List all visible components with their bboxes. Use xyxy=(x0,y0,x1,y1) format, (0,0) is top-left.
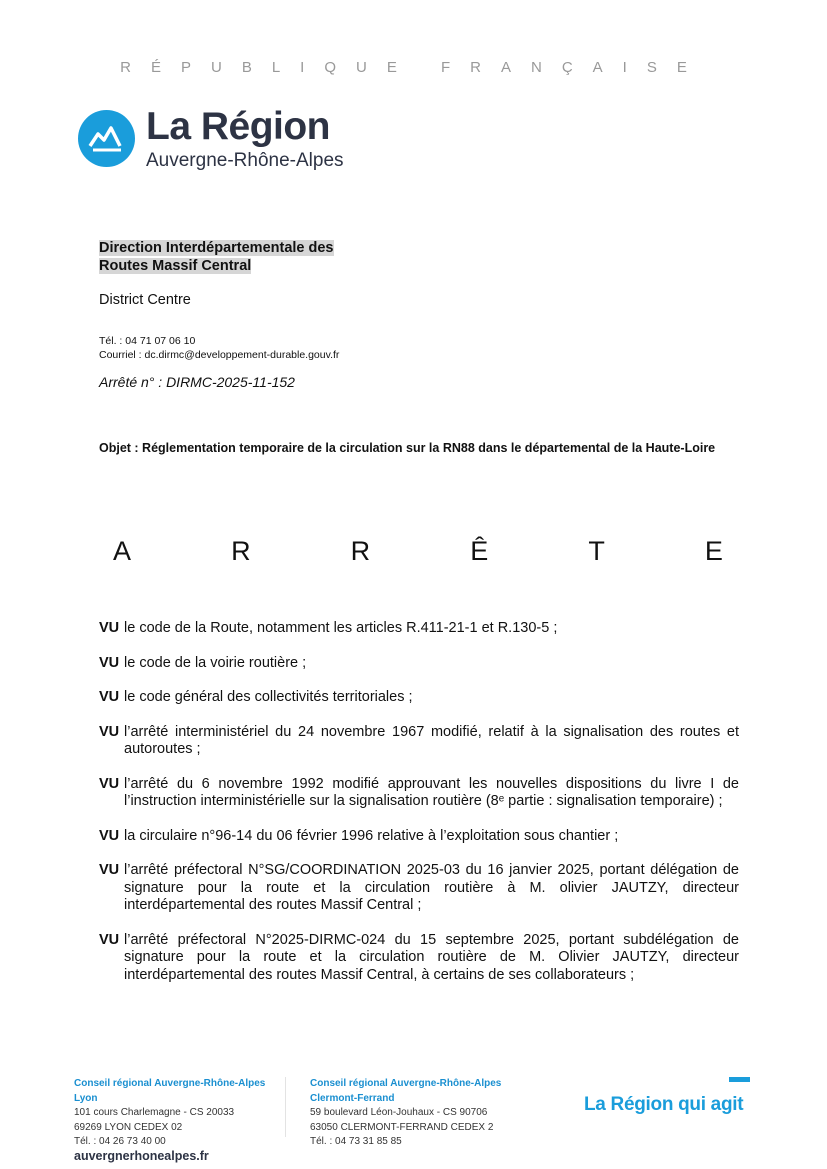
vu-label: VU xyxy=(99,620,120,636)
footer-website-link[interactable]: auvergnerhonealpes.fr xyxy=(74,1149,209,1163)
vu-item xyxy=(99,862,739,915)
footer-slogan: La Région qui agit xyxy=(584,1094,744,1115)
vu-text: l’arrêté du 6 novembre 1992 modifié approuvant les nouvelles dispositions du livre I de l’instruction interministérielle sur la signalisation routière (8ᵉ partie : signalisation temporaire) ; xyxy=(124,775,739,809)
footer-city: Lyon xyxy=(74,1092,98,1104)
sender-direction xyxy=(99,239,334,275)
arrete-number: Arrêté n° : DIRMC-2025-11-152 xyxy=(99,374,295,390)
vu-label: VU xyxy=(99,862,120,878)
footer-clermont xyxy=(310,1077,501,1150)
footer-divider xyxy=(285,1077,286,1137)
footer-postcode: 69269 LYON CEDEX 02 xyxy=(74,1121,183,1133)
footer-lyon xyxy=(74,1077,265,1150)
vu-label: VU xyxy=(99,689,120,705)
vu-item xyxy=(99,724,739,759)
email: Courriel : dc.dirmc@developpement-durable.gouv.fr xyxy=(99,349,340,361)
logo-title: La Région xyxy=(146,105,331,148)
vu-label: VU xyxy=(99,827,120,844)
footer-org: Conseil régional Auvergne-Rhône-Alpes xyxy=(310,1078,502,1089)
district: District Centre xyxy=(99,292,191,308)
footer-postcode: 63050 CLERMONT-FERRAND CEDEX 2 xyxy=(310,1121,494,1133)
footer-org: Conseil régional Auvergne-Rhône-Alpes xyxy=(74,1078,266,1089)
arrete-title xyxy=(113,536,723,567)
title-letter: A xyxy=(113,536,132,566)
vu-text: le code de la Route, notamment les articles R.411-21-1 et R.130-5 ; xyxy=(124,620,558,636)
title-letter: Ê xyxy=(470,536,489,566)
vu-item xyxy=(99,828,739,846)
footer-tel: Tél. : 04 26 73 40 00 xyxy=(74,1136,166,1147)
footer-address: 101 cours Charlemagne - CS 20033 xyxy=(74,1107,235,1118)
vu-text: le code de la voirie routière ; xyxy=(124,654,307,671)
vu-text: le code général des collectivités territoriales ; xyxy=(124,689,413,705)
vu-label: VU xyxy=(99,931,120,948)
vu-item xyxy=(99,689,739,707)
direction-line-2: Routes Massif Central xyxy=(99,258,252,274)
contact-info xyxy=(99,334,339,362)
vu-list xyxy=(99,620,739,1001)
vu-item xyxy=(99,932,739,985)
vu-text: la circulaire n°96-14 du 06 février 1996 relative à l’exploitation sous chantier ; xyxy=(124,827,619,844)
title-letter: T xyxy=(588,536,605,566)
region-logo-mountain-icon xyxy=(78,110,135,167)
vu-item xyxy=(99,655,739,673)
vu-item xyxy=(99,776,739,811)
vu-label: VU xyxy=(99,723,120,740)
republique-francaise-header: RÉPUBLIQUE FRANÇAISE xyxy=(120,59,707,76)
vu-text: l’arrêté préfectoral N°2025-DIRMC-024 du 15 septembre 2025, portant subdélégation de signature pour la route et la circulation routière de M. Olivier JAUTZY, directeur interdépartemental des routes Massif Central, à certains de ses collaborateurs ; xyxy=(124,931,739,983)
slogan-accent-bar xyxy=(729,1077,750,1082)
vu-text: l’arrêté préfectoral N°SG/COORDINATION 2025-03 du 16 janvier 2025, portant délégation de signature pour la route et la circulation routière à M. olivier JAUTZY, directeur interdépartemental des routes Massif Central ; xyxy=(124,862,739,913)
vu-label: VU xyxy=(99,654,120,671)
logo-subtitle: Auvergne-Rhône-Alpes xyxy=(146,150,344,171)
vu-text: l’arrêté interministériel du 24 novembre 1967 modifié, relatif à la signalisation des routes et autoroutes ; xyxy=(124,723,739,757)
footer-tel: Tél. : 04 73 31 85 85 xyxy=(310,1136,402,1147)
vu-label: VU xyxy=(99,775,120,792)
direction-line-1: Direction Interdépartementale des xyxy=(99,240,334,256)
objet: Objet : Réglementation temporaire de la circulation sur la RN88 dans le départemental de la Haute-Loire xyxy=(99,441,716,455)
title-letter: E xyxy=(704,536,723,566)
footer-address: 59 boulevard Léon-Jouhaux - CS 90706 xyxy=(310,1107,488,1118)
title-letter: R xyxy=(231,536,251,566)
telephone: Tél. : 04 71 07 06 10 xyxy=(99,335,196,347)
vu-item xyxy=(99,620,739,638)
title-letter: R xyxy=(350,536,371,566)
footer-city: Clermont-Ferrand xyxy=(310,1092,395,1104)
